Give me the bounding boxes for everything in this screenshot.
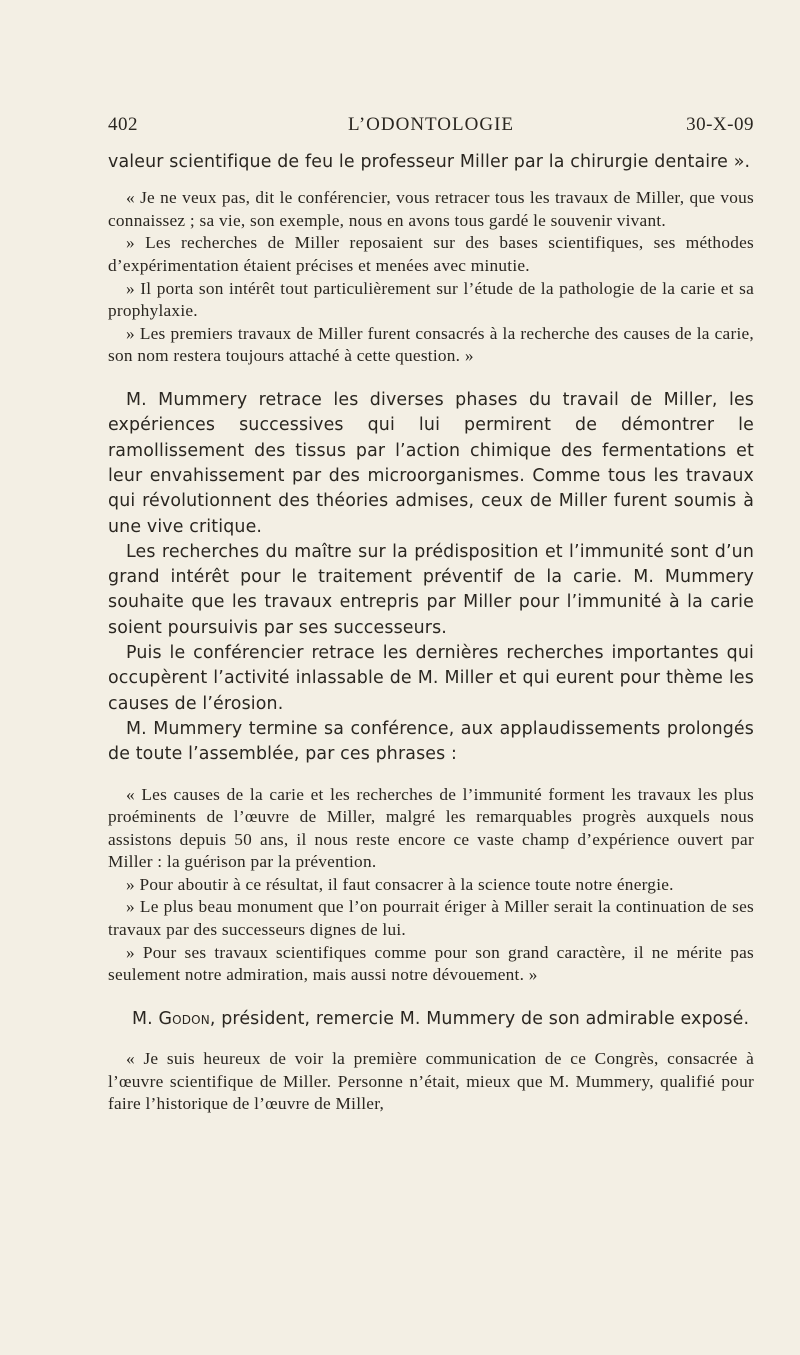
quote-paragraph: » Les recherches de Miller reposaient sur des bases scientifiques, ses méthodes d’expérimentation étaient précises et menées avec minutie. — [108, 233, 754, 276]
paragraph: M. Mummery retrace les diverses phases du travail de Miller, les expériences successives qui lui permirent de démontrer le ramollissement des tissus par l’action chimique des fermentations et leur envahissement par des microorganismes. Comme tous les travaux qui révolutionnent des théories admises, ceux de Miller furent soumis à une vive critique. — [108, 390, 754, 537]
quote-paragraph: » Le plus beau monument que l’on pourrait ériger à Miller serait la continuation de ses travaux par des successeurs dignes de lui. — [108, 897, 754, 940]
page-body — [108, 150, 754, 1116]
quote-paragraph: « Les causes de la carie et les recherches de l’immunité forment les travaux les plus proéminents de l’œuvre de Miller, malgré les remarquables progrès auxquels nous assistons depuis 50 ans, il nous reste encore ce vaste champ d’expérience ouvert par Miller : la guérison par la prévention. — [108, 784, 754, 872]
quote-paragraph: « Je suis heureux de voir la première communication de ce Congrès, consacrée à l’œuvre scientifique de Miller. Personne n’était, mieux que M. Mummery, qualifié pour faire l’historique de l’œuvre de Miller, — [108, 1049, 754, 1114]
paragraph: M. Mummery termine sa conférence, aux applaudissements prolongés de toute l’assemblée, par ces phrases : — [108, 718, 754, 765]
paragraph: Les recherches du maître sur la prédisposition et l’immunité sont d’un grand intérêt pour le traitement préventif de la carie. M. Mummery souhaite que les travaux entrepris par Miller pour l’immunité à la carie soient poursuivis par ses successeurs. — [108, 541, 754, 638]
journal-title: L’ODONTOLOGIE — [347, 114, 515, 135]
quote-paragraph: « Je ne veux pas, dit le conférencier, vous retracer tous les travaux de Miller, que vous connaissez ; sa vie, son exemple, nous en avons tous gardé le souvenir vivant. — [108, 188, 754, 230]
page-number: 402 — [108, 114, 138, 135]
quote-paragraph: » Pour aboutir à ce résultat, il faut consacrer à la science toute notre énergie. — [126, 874, 674, 894]
paragraph-godon — [108, 1007, 754, 1032]
paragraph-text: , président, remercie M. Mummery de son admirable exposé. — [209, 1008, 750, 1029]
speaker-name: M. Godon — [132, 1008, 210, 1029]
paragraph-continuation: valeur scientifique de feu le professeur Miller par la chirurgie dentaire ». — [108, 152, 751, 172]
quote-paragraph: » Pour ses travaux scientifiques comme pour son grand caractère, il ne mérite pas seulement notre admiration, mais aussi notre dévouement. » — [108, 942, 754, 985]
issue-date: 30-X-09 — [686, 114, 754, 135]
quote-paragraph: » Il porta son intérêt tout particulièrement sur l’étude de la pathologie de la carie et sa prophylaxie. — [108, 278, 754, 321]
running-header — [108, 114, 754, 144]
quote-paragraph: » Les premiers travaux de Miller furent consacrés à la recherche des causes de la carie, son nom restera toujours attaché à cette question. » — [108, 323, 754, 366]
paragraph: Puis le conférencier retrace les dernières recherches importantes qui occupèrent l’activité inlassable de M. Miller et qui eurent pour thème les causes de l’érosion. — [108, 643, 754, 714]
